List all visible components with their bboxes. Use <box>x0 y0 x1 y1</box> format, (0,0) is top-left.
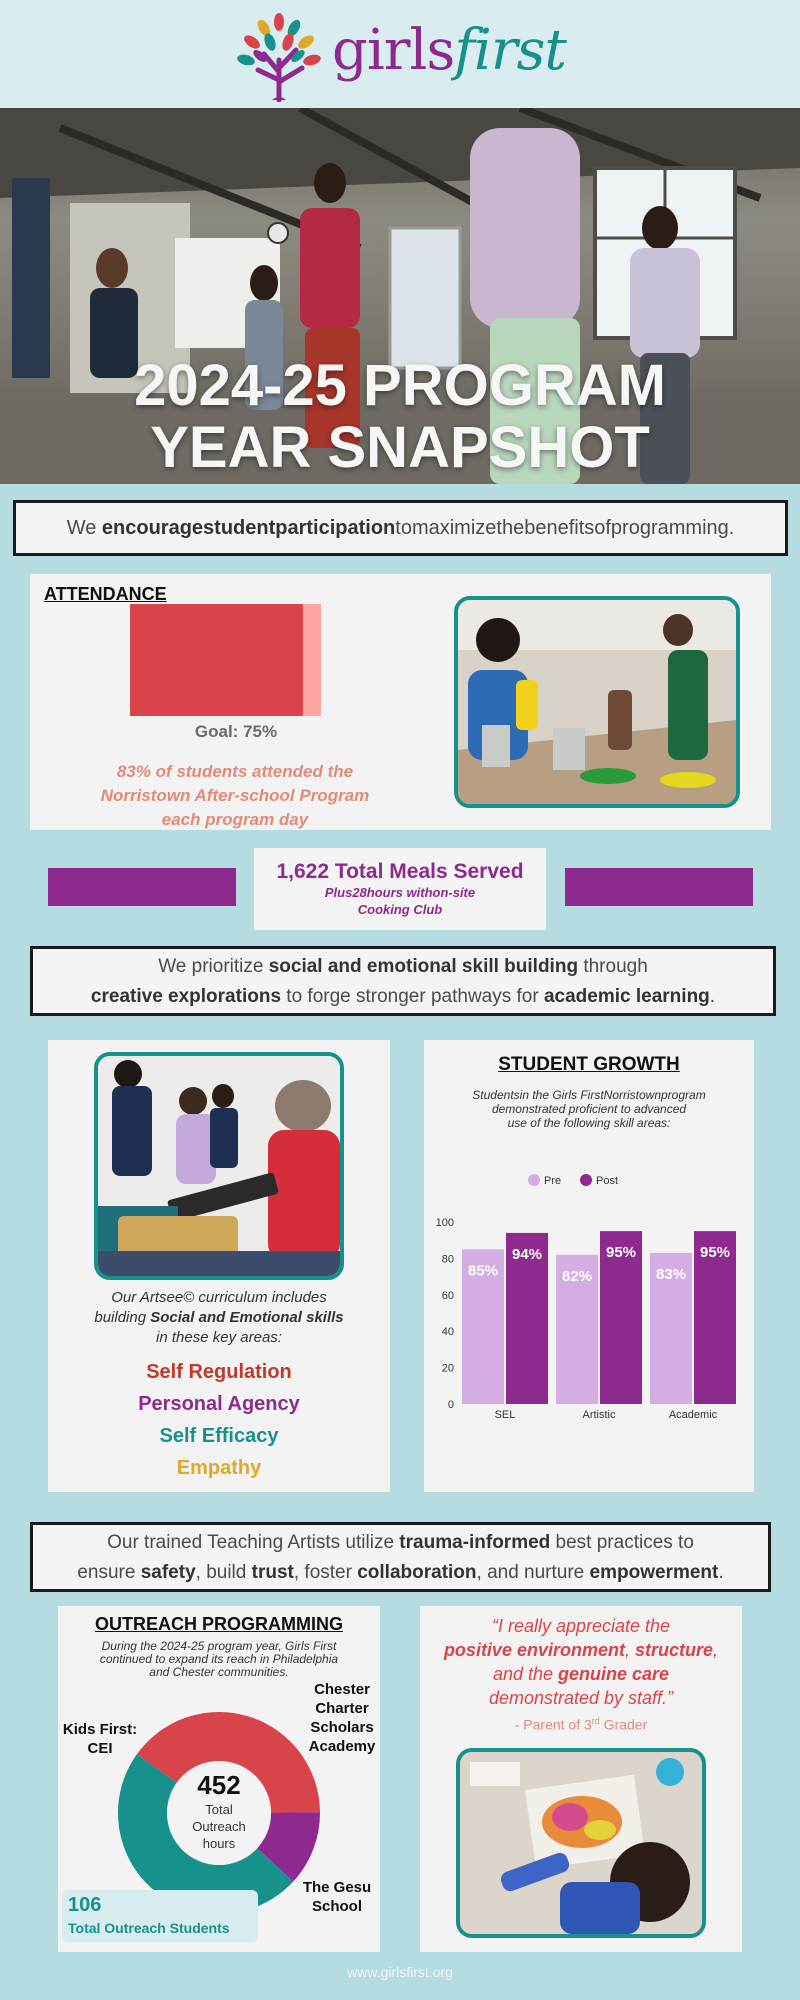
growth-desc-line3: use of the following skill areas: <box>507 1116 671 1130</box>
statement3-l2-c: , build <box>195 1562 252 1583</box>
label-kids-first-line2: CEI <box>87 1740 113 1757</box>
label-gesu-line2: School <box>311 1898 362 1915</box>
outreach-desc-line2: continued to expand its reach in Philadelphia <box>99 1652 339 1666</box>
statement2-l2-end: . <box>709 986 716 1007</box>
attendance-caption-line1: 83% of students attended the <box>116 762 354 781</box>
attendance-card <box>30 574 771 830</box>
statement3-l2-safety: safety <box>140 1562 196 1583</box>
data-label-pre-sel: 85% <box>467 1262 499 1280</box>
logo-word-girls: girls <box>332 18 455 83</box>
donut-center <box>158 1770 280 1852</box>
statement3-l2-empowerment: empowerment <box>589 1562 719 1583</box>
skills-list <box>48 1356 390 1484</box>
quote-line2 <box>420 1638 742 1662</box>
keyboard-lesson-scene <box>98 1056 340 1276</box>
quote-positive-environment: positive environment <box>443 1640 625 1660</box>
label-chester-line2: Charter <box>315 1700 369 1717</box>
meals-right-bar <box>565 868 753 906</box>
art-table-photo <box>454 596 740 808</box>
hero-photo <box>0 108 800 484</box>
outreach-card <box>58 1606 380 1952</box>
attribution-pre: - Parent of 3 <box>514 1716 592 1733</box>
outreach-hours-label2: Outreach <box>192 1819 246 1834</box>
outreach-title: OUTREACH PROGRAMMING <box>95 1614 343 1634</box>
skill-item-self-regulation: Self Regulation <box>146 1361 292 1383</box>
statement2-l2-mid: to forge stronger pathways for <box>281 986 544 1007</box>
outreach-hours-label1: Total <box>205 1802 233 1817</box>
label-gesu-line1: The Gesu <box>302 1879 372 1896</box>
quote-l2-end: , <box>713 1640 719 1660</box>
footer-url[interactable]: www.girlsfirst.org <box>347 1964 453 1980</box>
artsee-line2-bold: Social and Emotional skills <box>150 1309 344 1326</box>
meals-sub-line1: Plus28hours withon-site <box>324 885 476 900</box>
quote-line1: “I really appreciate the <box>491 1616 671 1636</box>
outreach-students-label: Total Outreach Students <box>68 1920 230 1936</box>
quote-attribution <box>420 1716 742 1733</box>
parent-quote-card <box>420 1606 742 1952</box>
y-tick-label: 60 <box>441 1289 454 1302</box>
artsee-line2-pre: building <box>94 1309 151 1326</box>
quote-l3-pre: and the <box>492 1664 558 1684</box>
student-growth-card <box>424 1040 754 1492</box>
label-chester-charter <box>302 1680 382 1756</box>
growth-title: STUDENT GROWTH <box>498 1054 680 1075</box>
statement1-post: tomaximizethebenefitsofprogramming. <box>395 517 735 539</box>
label-chester-line3: Scholars <box>310 1719 374 1736</box>
attendance-caption-line2: Norristown After-school Program <box>100 786 370 805</box>
skill-item-personal-agency: Personal Agency <box>138 1393 300 1415</box>
quote-line4: demonstrated by staff.” <box>488 1688 674 1708</box>
trauma-informed-statement <box>30 1522 771 1592</box>
growth-desc-line1: Studentsin the Girls FirstNorristownprogram <box>472 1088 706 1102</box>
painting-photo <box>456 1748 706 1938</box>
y-tick-label: 0 <box>447 1399 454 1411</box>
y-tick-label: 20 <box>441 1362 454 1375</box>
meals-headline: 1,622 Total Meals Served <box>276 860 524 883</box>
x-tick-label-artistic: Artistic <box>582 1409 616 1421</box>
attendance-goal-bar <box>130 604 303 716</box>
label-kids-first <box>60 1720 140 1758</box>
statement1-pre: We <box>66 517 102 539</box>
statement3-l2-g: , and nurture <box>476 1562 590 1583</box>
statement3-l2-i: . <box>718 1562 724 1583</box>
artsee-card <box>48 1040 390 1492</box>
attendance-title: ATTENDANCE <box>44 584 167 604</box>
attendance-bar-track <box>130 604 360 716</box>
statement2-l2-bold2: academic learning <box>543 986 710 1007</box>
x-tick-label-academic: Academic <box>668 1409 718 1421</box>
art-table-scene <box>458 600 736 804</box>
label-gesu-school <box>294 1878 380 1916</box>
outreach-desc-line3: and Chester communities. <box>149 1665 289 1679</box>
tree-logo-icon <box>234 10 324 102</box>
statement3-l2-e: , foster <box>293 1562 358 1583</box>
attendance-goal-label: Goal: 75% <box>194 722 278 741</box>
statement2-line1 <box>33 952 773 982</box>
skill-item-self-efficacy: Self Efficacy <box>159 1425 279 1447</box>
statement3-line2 <box>33 1558 768 1588</box>
quote-structure: structure <box>635 1640 714 1660</box>
legend-label-post: Post <box>596 1175 619 1187</box>
keyboard-lesson-photo <box>94 1052 344 1280</box>
label-kids-first-line1: Kids First: <box>62 1721 138 1738</box>
y-tick-label: 100 <box>435 1217 454 1229</box>
data-label-post-sel: 94% <box>511 1245 543 1263</box>
label-chester-line4: Academy <box>308 1738 376 1755</box>
outreach-hours-label3: hours <box>202 1836 236 1851</box>
girls-first-logo[interactable] <box>234 10 574 102</box>
student-growth-bar-chart <box>424 1132 754 1492</box>
skill-item-empathy: Empathy <box>176 1457 262 1479</box>
attribution-post: Grader <box>599 1716 648 1733</box>
statement3-l1-post: best practices to <box>550 1532 694 1553</box>
statement2-l2-bold1: creative explorations <box>90 986 282 1007</box>
y-tick-label: 40 <box>441 1326 454 1339</box>
statement3-l2-a: ensure <box>77 1562 141 1583</box>
attribution-sup: rd <box>591 1716 600 1726</box>
attendance-caption-line3: each program day <box>161 810 309 829</box>
x-tick-label-sel: SEL <box>494 1409 516 1421</box>
data-label-post-artistic: 95% <box>605 1244 637 1262</box>
growth-desc-line2: demonstrated proficient to advanced <box>491 1102 687 1116</box>
legend-label-pre: Pre <box>544 1175 562 1187</box>
legend-swatch-post <box>580 1174 592 1186</box>
growth-description <box>424 1088 754 1130</box>
statement2-l1-post: through <box>578 956 648 977</box>
artsee-description <box>48 1288 390 1348</box>
statement2-l1-bold: social and emotional skill building <box>268 956 579 977</box>
statement3-line1 <box>33 1528 768 1558</box>
outreach-students-value: 106 <box>68 1894 102 1916</box>
sel-statement <box>30 946 776 1016</box>
label-chester-line1: Chester <box>314 1681 370 1698</box>
data-label-pre-artistic: 82% <box>561 1267 593 1285</box>
hero-title-line2: YEAR SNAPSHOT <box>150 415 650 480</box>
data-label-pre-academic: 83% <box>655 1265 687 1283</box>
statement3-l2-collaboration: collaboration <box>357 1562 477 1583</box>
artsee-line1: Our Artsee© curriculum includes <box>111 1289 327 1306</box>
hero-title-line1: 2024-25 PROGRAM <box>134 353 666 418</box>
logo-wordmark <box>332 18 566 83</box>
y-tick-label: 80 <box>441 1253 454 1266</box>
statement3-l1-bold: trauma-informed <box>399 1532 551 1553</box>
parent-quote <box>420 1614 742 1710</box>
statement2-l1-pre: We prioritize <box>158 956 269 977</box>
meals-sub-line2: Cooking Club <box>357 902 443 917</box>
data-label-post-academic: 95% <box>699 1244 731 1262</box>
quote-l2-sep: , <box>624 1640 635 1660</box>
header <box>0 0 800 108</box>
statement3-l1-pre: Our trained Teaching Artists utilize <box>107 1532 400 1553</box>
quote-genuine-care: genuine care <box>558 1664 670 1684</box>
statement2-line2 <box>33 982 773 1012</box>
attendance-caption <box>70 760 400 832</box>
statement1-bold: encouragestudentparticipation <box>101 517 396 539</box>
statement3-l2-trust: trust <box>251 1562 294 1583</box>
quote-line3 <box>420 1662 742 1686</box>
outreach-hours-value: 452 <box>197 1770 241 1800</box>
meals-left-bar <box>48 868 236 906</box>
painting-scene <box>460 1752 702 1934</box>
participation-statement <box>13 500 788 556</box>
outreach-desc-line1: During the 2024-25 program year, Girls First <box>101 1639 337 1653</box>
artsee-line2 <box>48 1308 390 1328</box>
artsee-line3: in these key areas: <box>156 1329 282 1346</box>
logo-word-first: first <box>454 18 566 83</box>
outreach-students-badge <box>62 1890 258 1942</box>
legend-swatch-pre <box>528 1174 540 1186</box>
meals-box <box>254 848 546 930</box>
